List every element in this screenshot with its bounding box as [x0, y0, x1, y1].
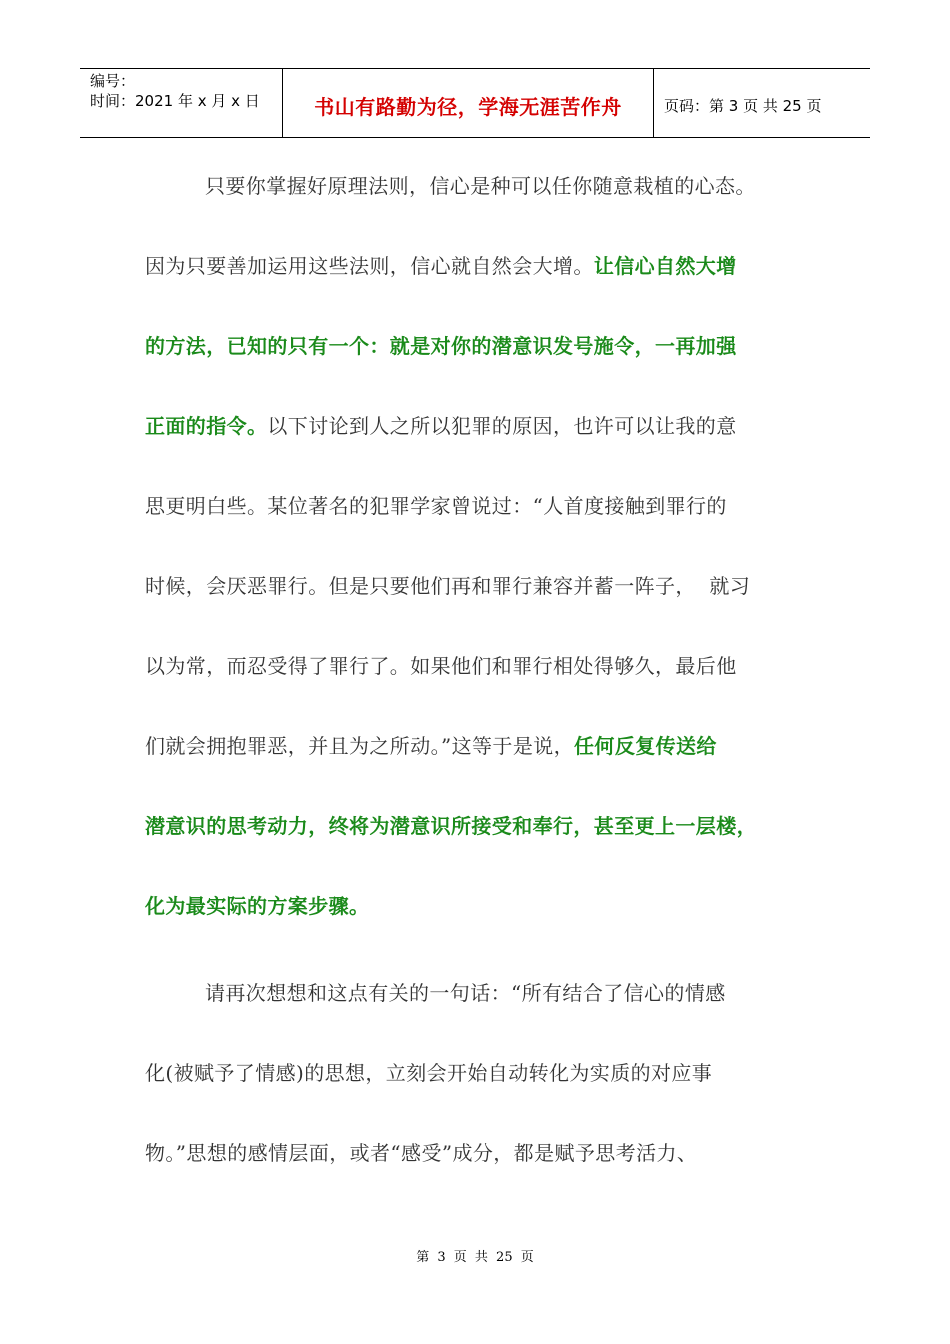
paragraph-line	[145, 796, 810, 876]
header-left-cell	[80, 69, 282, 137]
document-header	[80, 68, 870, 138]
paragraph-line: 请再次想想和这点有关的一句话：“所有结合了信心的情感	[205, 981, 726, 1005]
paragraph-line: 们就会拥抱罪恶，并且为之所动。”这等于是说，任何反复传送给	[145, 734, 717, 758]
emphasized-text: 正面的指令。	[145, 414, 268, 438]
emphasized-text: 的方法，已知的只有一个：就是对你的潜意识发号施令，一再加强	[145, 334, 737, 358]
page-footer: 第 3 页 共 25 页	[416, 1250, 534, 1265]
paragraph-line: 时候，会厌恶罪行。但是只要他们再和罪行兼容并蓄一阵子， 就习	[145, 574, 751, 598]
emphasized-text: 潜意识的思考动力，终将为潜意识所接受和奉行，甚至更上一层楼，	[145, 814, 757, 838]
paragraph-line: 只要你掌握好原理法则，信心是种可以任你随意栽植的心态。	[205, 174, 756, 198]
paragraph-line: 思更明白些。某位著名的犯罪学家曾说过：“人首度接触到罪行的	[145, 494, 727, 518]
header-page-info: 页码：第 3 页 共 25 页	[664, 96, 822, 115]
paragraph-line	[145, 316, 810, 396]
paragraph-line: 物。”思想的感情层面，或者“感受”成分，都是赋予思考活力、	[145, 1141, 698, 1165]
paragraph-line	[145, 876, 810, 956]
emphasized-text: 任何反复传送给	[574, 734, 717, 758]
document-date-label: 时间：2021 年 x 月 x 日	[90, 92, 260, 110]
body-text	[145, 156, 810, 1203]
emphasized-text: 让信心自然大增	[593, 254, 737, 278]
header-motto: 书山有路勤为径，学海无涯苦作舟	[282, 69, 654, 137]
paragraph-line: 化(被赋予了情感)的思想，立刻会开始自动转化为实质的对应事	[145, 1061, 713, 1085]
emphasized-text: 化为最实际的方案步骤。	[145, 894, 370, 918]
paragraph-line: 因为只要善加运用这些法则，信心就自然会大增。让信心自然大增	[145, 254, 737, 278]
paragraph-line: 正面的指令。以下讨论到人之所以犯罪的原因，也许可以让我的意	[145, 414, 737, 438]
paragraph-line: 以为常，而忍受得了罪行了。如果他们和罪行相处得够久，最后他	[145, 654, 737, 678]
document-number-label: 编号：	[90, 72, 136, 90]
